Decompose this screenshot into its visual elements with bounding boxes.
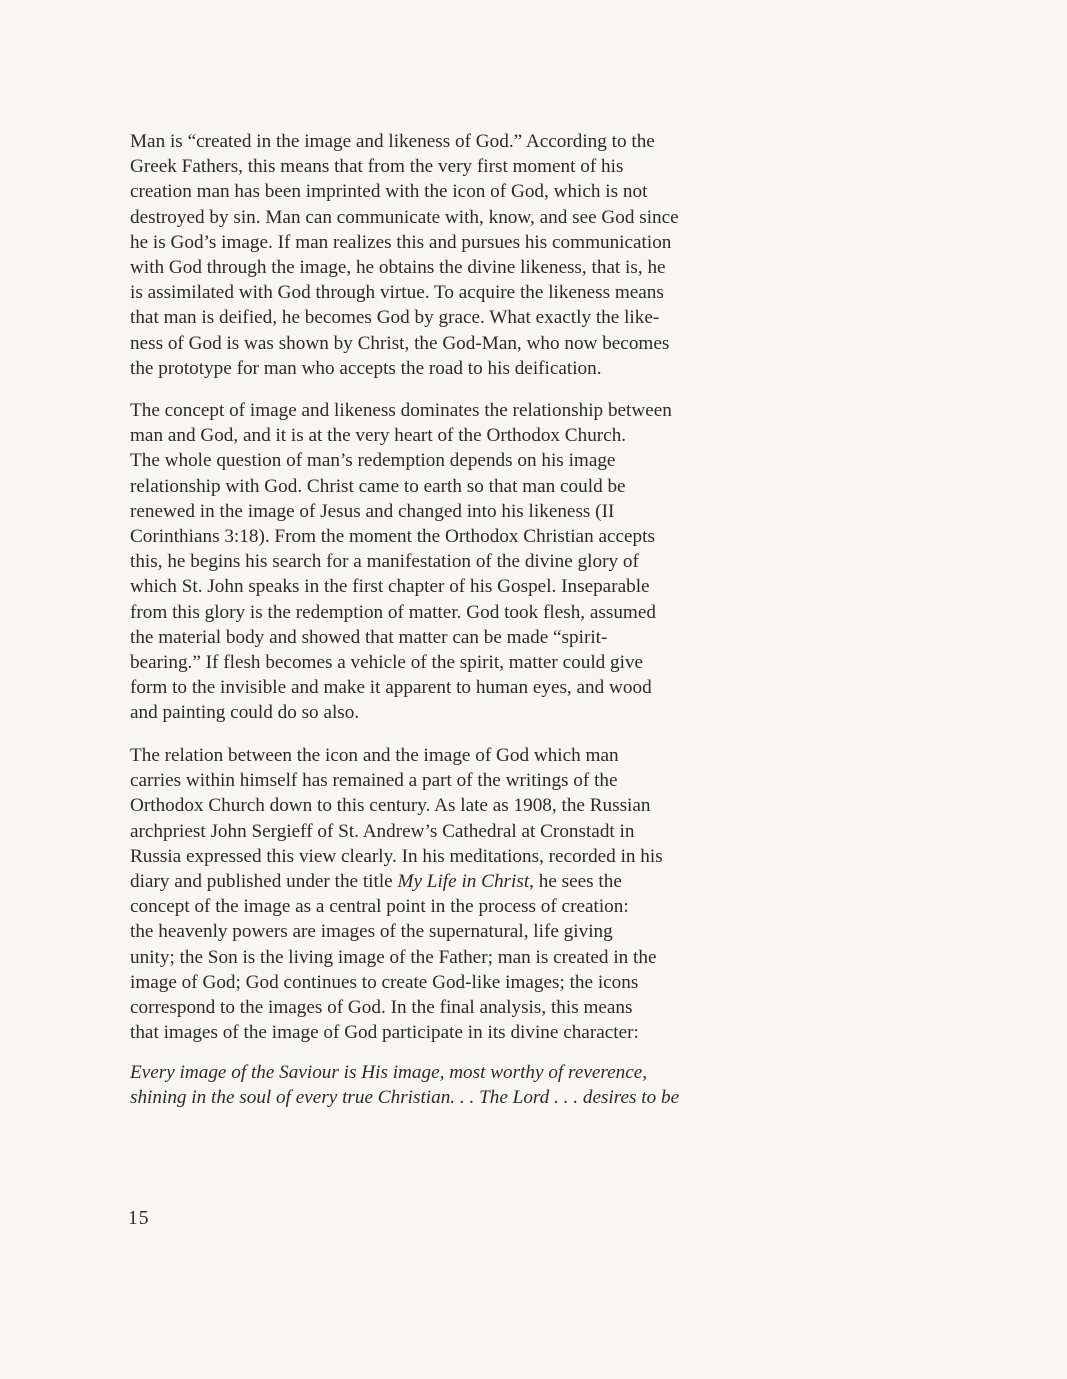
- text-line: correspond to the images of God. In the final analysis, this means: [130, 997, 633, 1019]
- text-line: the prototype for man who accepts the road to his deification.: [130, 357, 602, 379]
- text-line: from this glory is the redemption of matter. God took flesh, assumed: [130, 601, 656, 623]
- text-line: is assimilated with God through virtue. To acquire the likeness means: [130, 282, 664, 304]
- text-line: form to the invisible and make it apparent to human eyes, and wood: [130, 677, 652, 699]
- text-line: and painting could do so also.: [130, 702, 360, 724]
- text-line: image of God; God continues to create God-like images; the icons: [130, 971, 639, 993]
- text-line: that man is deified, he becomes God by grace. What exactly the like-: [130, 307, 660, 329]
- text-line: The whole question of man’s redemption depends on his image: [130, 450, 616, 472]
- text-line: concept of the image as a central point in the process of creation:: [130, 896, 629, 918]
- text-line: that images of the image of God participate in its divine character:: [130, 1022, 639, 1044]
- quote-line: Every image of the Saviour is His image, most worthy of reverence,: [130, 1062, 648, 1083]
- text-line: with God through the image, he obtains the divine likeness, that is, he: [130, 257, 666, 279]
- text-line: The relation between the icon and the image of God which man: [130, 745, 619, 766]
- text-fragment: , he sees the: [529, 871, 622, 893]
- text-line: destroyed by sin. Man can communicate with, know, and see God since: [130, 206, 679, 228]
- text-fragment: diary and published under the title: [130, 871, 398, 893]
- book-title: My Life in Christ: [397, 871, 530, 893]
- text-line: this, he begins his search for a manifestation of the divine glory of: [130, 551, 639, 573]
- paragraph-2: [130, 398, 790, 726]
- text-line: Russia expressed this view clearly. In his meditations, recorded in his: [130, 845, 663, 867]
- text-line: he is God’s image. If man realizes this and pursues his communication: [130, 231, 672, 253]
- text-line: unity; the Son is the living image of the Father; man is created in the: [130, 946, 657, 968]
- text-line: which St. John speaks in the first chapter of his Gospel. Inseparable: [130, 576, 650, 598]
- text-line: carries within himself has remained a part of the writings of the: [130, 770, 618, 792]
- text-line: bearing.” If flesh becomes a vehicle of the spirit, matter could give: [130, 652, 644, 674]
- paragraph-1: [130, 129, 790, 381]
- text-line: the material body and showed that matter can be made “spirit-: [130, 626, 608, 648]
- text-line: man and God, and it is at the very heart of the Orthodox Church.: [130, 425, 627, 447]
- text-line: Greek Fathers, this means that from the very first moment of his: [130, 156, 624, 178]
- text-line: archpriest John Sergieff of St. Andrew’s Cathedral at Cronstadt in: [130, 820, 635, 842]
- text-line: ness of God is was shown by Christ, the God-Man, who now becomes: [130, 332, 670, 354]
- quote-line: shining in the soul of every true Christian. . . The Lord . . . desires to be: [130, 1087, 680, 1109]
- text-line: Orthodox Church down to this century. As late as 1908, the Russian: [130, 795, 651, 817]
- text-line: The concept of image and likeness dominates the relationship between: [130, 400, 672, 421]
- text-line: renewed in the image of Jesus and changed into his likeness (II: [130, 500, 615, 522]
- paragraph-3: [130, 743, 790, 1045]
- text-line: Man is “created in the image and likeness of God.” According to the: [130, 131, 655, 152]
- text-line-with-book-title: [130, 869, 790, 894]
- text-line: Corinthians 3:18). From the moment the Orthodox Christian accepts: [130, 526, 655, 548]
- text-line: relationship with God. Christ came to earth so that man could be: [130, 475, 626, 497]
- text-line: the heavenly powers are images of the supernatural, life giving: [130, 921, 613, 943]
- block-quote: [130, 1060, 790, 1110]
- text-line: creation man has been imprinted with the icon of God, which is not: [130, 181, 648, 203]
- page-number: 15: [128, 1208, 150, 1229]
